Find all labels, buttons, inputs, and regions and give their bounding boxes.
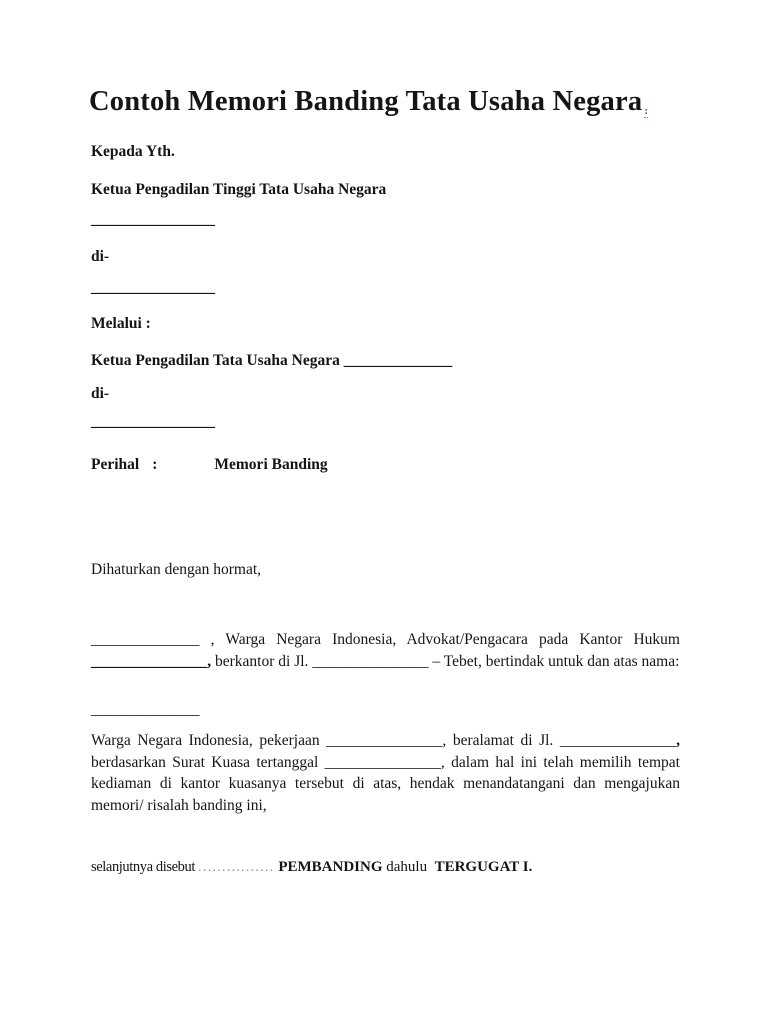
paragraph-advocate	[91, 629, 680, 672]
closing-prefix: selanjutnya disebut	[91, 859, 199, 875]
perihal-line	[91, 455, 328, 474]
paragraph-advocate-seg1: ______________ , Warga Negara Indonesia, Advokat/Pengacara pada Kantor Hukum	[91, 631, 680, 648]
blank-line-1: ________________	[91, 211, 215, 228]
salutation-line: Dihaturkan dengan hormat,	[91, 561, 262, 578]
closing-dot-leader: ................	[198, 859, 275, 874]
perihal-value: Memori Banding	[214, 456, 328, 473]
paragraph-advocate-seg3: berkantor di Jl. _______________ – Tebet, bertindak untuk dan atas nama:	[211, 652, 680, 670]
paragraph-principal-seg1: Warga Negara Indonesia, pekerjaan _______________, beralamat di Jl. _______________	[91, 732, 677, 749]
melalui-line: Melalui :	[91, 315, 151, 332]
perihal-label: Perihal	[91, 456, 140, 473]
paragraph-principal	[91, 730, 680, 816]
page-title-text: Contoh Memori Banding Tata Usaha Negara	[89, 86, 643, 117]
kepada-yth-line: Kepada Yth.	[91, 143, 175, 160]
blank-line-4: ______________	[91, 701, 200, 718]
blank-line-3: ________________	[91, 413, 215, 430]
closing-line	[91, 857, 532, 877]
perihal-colon: :	[152, 456, 158, 473]
court-tun-line: Ketua Pengadilan Tata Usaha Negara ______________	[91, 352, 453, 369]
di-line-1: di-	[91, 248, 110, 265]
blank-line-2: ________________	[91, 279, 215, 296]
page-title	[89, 84, 648, 129]
closing-term-tergugat: TERGUGAT I.	[434, 859, 533, 875]
paragraph-principal-comma-bold: ,	[676, 732, 680, 749]
paragraph-advocate-blank-bold: _______________,	[91, 652, 212, 670]
title-footnote-mark: :	[644, 105, 649, 117]
closing-term-pembanding: PEMBANDING	[278, 859, 383, 875]
paragraph-principal-seg3: berdasarkan Surat Kuasa tertanggal _______________, dalam hal ini telah memilih tempat kediaman di kantor kuasanya tersebut di atas, hendak menandatangani dan mengajukan memori/ risalah banding ini,	[91, 753, 680, 814]
di-line-2: di-	[91, 385, 110, 402]
closing-middle: dahulu	[382, 859, 435, 875]
court-tinggi-line: Ketua Pengadilan Tinggi Tata Usaha Negara	[91, 181, 387, 198]
